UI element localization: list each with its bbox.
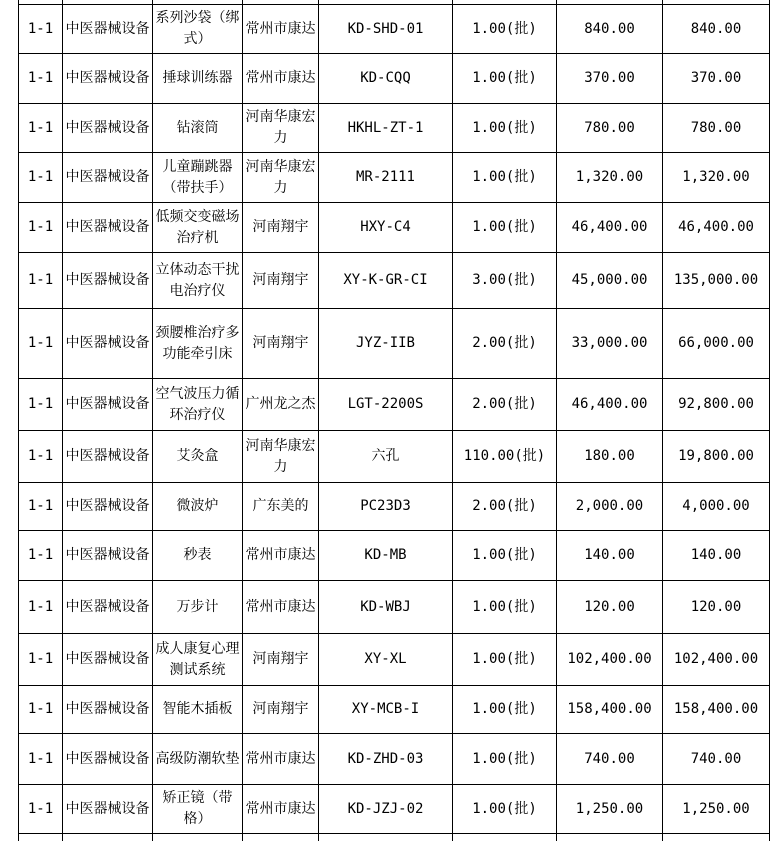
table-row [19,734,770,785]
cell-quantity: 1.00(批) [453,581,557,634]
cell-total-price: 158,400.00 [663,686,770,734]
cell-quantity: 1.00(批) [453,153,557,203]
cell-total-price [663,834,770,841]
table-row [19,531,770,581]
cell-total-price: 740.00 [663,734,770,785]
cell-supplier: 河南华康宏力 [243,104,319,153]
cell-category: 中医器械设备 [63,153,153,203]
cell-serial: 1-1 [19,203,63,253]
cell-quantity: 1.00(批) [453,203,557,253]
cell-item-name: 捶球训练器 [153,54,243,104]
cell-category: 中医器械设备 [63,734,153,785]
cell-model: KD-ZHD-03 [319,734,453,785]
cell-quantity: 1.00(批) [453,104,557,153]
cell-total-price: 1,250.00 [663,785,770,834]
cell-total-price: 140.00 [663,531,770,581]
cell-item-name: 高级防潮软垫 [153,734,243,785]
cell-model: XY-MCB-I [319,686,453,734]
cell-model: KD-WBJ [319,581,453,634]
cell-model: 六孔 [319,431,453,483]
cell-unit-price: 780.00 [557,104,663,153]
cell-total-price: 46,400.00 [663,203,770,253]
cell-unit-price: 140.00 [557,531,663,581]
cell-category: 中医器械设备 [63,5,153,54]
cell-supplier: 广州龙之杰 [243,379,319,431]
cell-quantity [453,834,557,841]
cell-unit-price: 46,400.00 [557,203,663,253]
partial-row-bottom [19,834,770,841]
table-row [19,104,770,153]
cell-model: PC23D3 [319,483,453,531]
cell-model: KD-JZJ-02 [319,785,453,834]
table-row [19,203,770,253]
cell-serial: 1-1 [19,634,63,686]
table-row [19,5,770,54]
cell-total-price: 4,000.00 [663,483,770,531]
cell-item-name: 智能木插板 [153,686,243,734]
cell-unit-price: 1,320.00 [557,153,663,203]
table-row [19,153,770,203]
cell-item-name: 微波炉 [153,483,243,531]
table-row [19,581,770,634]
cell-item-name: 颈腰椎治疗多功能牵引床 [153,309,243,379]
cell-model [319,834,453,841]
table-row [19,54,770,104]
cell-supplier: 河南华康宏力 [243,431,319,483]
table-row [19,309,770,379]
cell-total-price: 120.00 [663,581,770,634]
cell-total-price: 66,000.00 [663,309,770,379]
cell-serial: 1-1 [19,153,63,203]
cell-unit-price: 370.00 [557,54,663,104]
cell-serial: 1-1 [19,734,63,785]
cell-serial: 1-1 [19,54,63,104]
cell-unit-price: 1,250.00 [557,785,663,834]
cell-serial: 1-1 [19,104,63,153]
cell-serial: 1-1 [19,431,63,483]
cell-serial: 1-1 [19,531,63,581]
cell-total-price: 92,800.00 [663,379,770,431]
table-row [19,785,770,834]
cell-supplier: 常州市康达 [243,531,319,581]
cell-model: MR-2111 [319,153,453,203]
cell-total-price: 135,000.00 [663,253,770,309]
cell-supplier: 河南翔宇 [243,686,319,734]
cell-item-name: 系列沙袋（绑式） [153,5,243,54]
cell-item-name: 空气波压力循环治疗仪 [153,379,243,431]
cell-serial [19,834,63,841]
cell-model: XY-K-GR-CI [319,253,453,309]
cell-model: HKHL-ZT-1 [319,104,453,153]
table-row [19,634,770,686]
cell-supplier: 河南翔宇 [243,634,319,686]
cell-serial: 1-1 [19,686,63,734]
table-row [19,686,770,734]
cell-category: 中医器械设备 [63,581,153,634]
cell-category: 中医器械设备 [63,686,153,734]
cell-quantity: 3.00(批) [453,253,557,309]
cell-total-price: 840.00 [663,5,770,54]
cell-unit-price: 180.00 [557,431,663,483]
cell-model: KD-MB [319,531,453,581]
cell-quantity: 110.00(批) [453,431,557,483]
cell-item-name: 秒表 [153,531,243,581]
cell-total-price: 780.00 [663,104,770,153]
cell-unit-price: 158,400.00 [557,686,663,734]
cell-quantity: 1.00(批) [453,54,557,104]
cell-category: 中医器械设备 [63,203,153,253]
cell-serial: 1-1 [19,379,63,431]
cell-model: JYZ-IIB [319,309,453,379]
table-row [19,379,770,431]
cell-unit-price: 840.00 [557,5,663,54]
cell-item-name: 立体动态干扰电治疗仪 [153,253,243,309]
cell-item-name: 成人康复心理测试系统 [153,634,243,686]
cell-supplier: 常州市康达 [243,581,319,634]
cell-item-name: 矫正镜（带格） [153,785,243,834]
cell-category: 中医器械设备 [63,104,153,153]
cell-serial: 1-1 [19,785,63,834]
cell-model: KD-SHD-01 [319,5,453,54]
cell-item-name: 艾灸盒 [153,431,243,483]
cell-item-name: 低频交变磁场治疗机 [153,203,243,253]
cell-supplier: 常州市康达 [243,785,319,834]
cell-category: 中医器械设备 [63,309,153,379]
table-row [19,483,770,531]
cell-serial: 1-1 [19,253,63,309]
cell-category [63,834,153,841]
cell-category: 中医器械设备 [63,379,153,431]
cell-model: LGT-2200S [319,379,453,431]
cell-supplier: 常州市康达 [243,54,319,104]
cell-category: 中医器械设备 [63,483,153,531]
cell-model: KD-CQQ [319,54,453,104]
cell-supplier: 广东美的 [243,483,319,531]
cell-supplier: 河南翔宇 [243,309,319,379]
cell-total-price: 1,320.00 [663,153,770,203]
cell-quantity: 1.00(批) [453,785,557,834]
cell-serial: 1-1 [19,581,63,634]
cell-serial: 1-1 [19,309,63,379]
cell-total-price: 370.00 [663,54,770,104]
cell-total-price: 19,800.00 [663,431,770,483]
cell-item-name: 钻滚筒 [153,104,243,153]
cell-category: 中医器械设备 [63,253,153,309]
cell-supplier: 河南华康宏力 [243,153,319,203]
cell-model: HXY-C4 [319,203,453,253]
cell-category: 中医器械设备 [63,634,153,686]
cell-unit-price: 33,000.00 [557,309,663,379]
cell-unit-price [557,834,663,841]
procurement-table [18,0,770,841]
cell-supplier: 河南翔宇 [243,253,319,309]
cell-supplier: 常州市康达 [243,734,319,785]
cell-category: 中医器械设备 [63,54,153,104]
cell-item-name [153,834,243,841]
table-row [19,253,770,309]
cell-model: XY-XL [319,634,453,686]
cell-item-name: 万步计 [153,581,243,634]
cell-total-price: 102,400.00 [663,634,770,686]
cell-supplier: 常州市康达 [243,5,319,54]
cell-quantity: 1.00(批) [453,531,557,581]
cell-unit-price: 740.00 [557,734,663,785]
cell-category: 中医器械设备 [63,785,153,834]
cell-quantity: 2.00(批) [453,483,557,531]
cell-category: 中医器械设备 [63,531,153,581]
cell-unit-price: 45,000.00 [557,253,663,309]
cell-serial: 1-1 [19,483,63,531]
cell-unit-price: 120.00 [557,581,663,634]
cell-quantity: 1.00(批) [453,734,557,785]
cell-unit-price: 102,400.00 [557,634,663,686]
cell-quantity: 2.00(批) [453,309,557,379]
cell-quantity: 2.00(批) [453,379,557,431]
cell-supplier: 河南翔宇 [243,203,319,253]
cell-serial: 1-1 [19,5,63,54]
table-row [19,431,770,483]
cell-unit-price: 46,400.00 [557,379,663,431]
cell-item-name: 儿童蹦跳器（带扶手） [153,153,243,203]
cell-quantity: 1.00(批) [453,5,557,54]
cell-unit-price: 2,000.00 [557,483,663,531]
cell-quantity: 1.00(批) [453,634,557,686]
cell-supplier [243,834,319,841]
cell-category: 中医器械设备 [63,431,153,483]
cell-quantity: 1.00(批) [453,686,557,734]
